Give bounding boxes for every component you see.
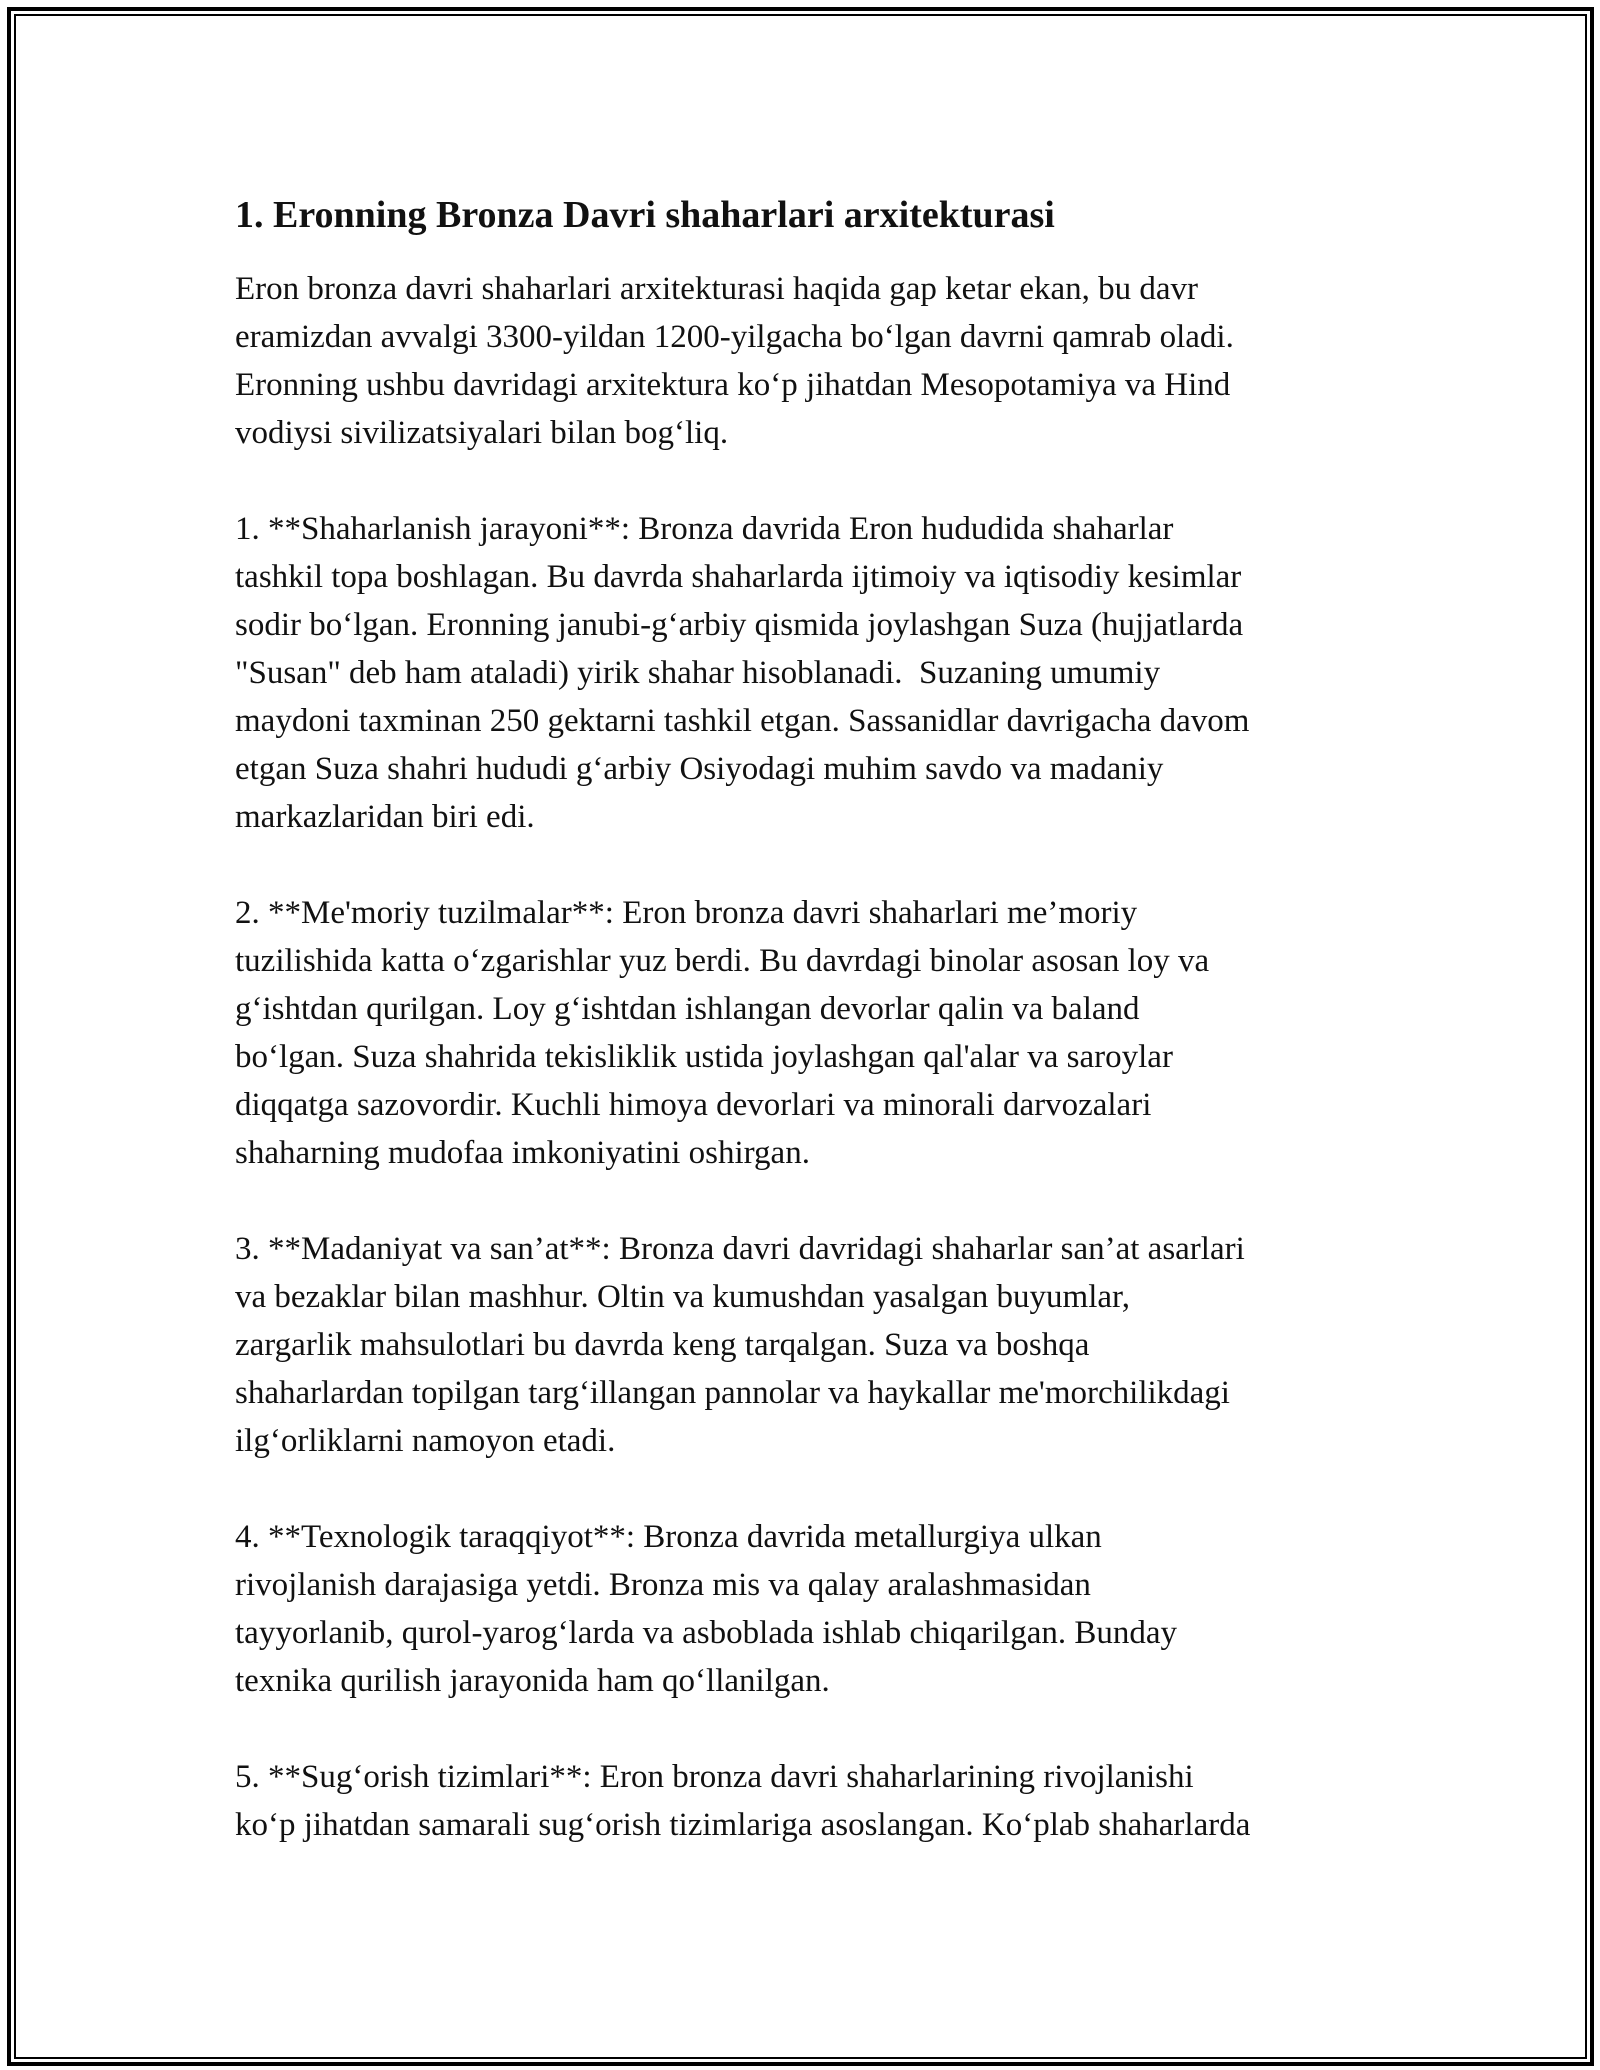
- paragraph-line: 2. **Me'moriy tuzilmalar**: Eron bronza davri shaharlari me’moriy: [235, 895, 1138, 931]
- paragraph-line: Eronning ushbu davridagi arxitektura ko‘p jihatdan Mesopotamiya va Hind: [235, 367, 1231, 403]
- document-body: [235, 185, 1395, 1897]
- section-irrigation: [235, 1753, 1395, 1849]
- section-architecture: [235, 889, 1395, 1177]
- paragraph-line: 3. **Madaniyat va san’at**: Bronza davri davridagi shaharlar san’at asarlari: [235, 1231, 1245, 1267]
- paragraph-line: shaharning mudofaa imkoniyatini oshirgan.: [235, 1135, 810, 1171]
- paragraph-line: zargarlik mahsulotlari bu davrda keng tarqalgan. Suza va boshqa: [235, 1327, 1090, 1363]
- paragraph-line: maydoni taxminan 250 gektarni tashkil etgan. Sassanidlar davrigacha davom: [235, 703, 1250, 739]
- intro-paragraph: [235, 265, 1395, 457]
- paragraph-line: vodiysi sivilizatsiyalari bilan bog‘liq.: [235, 415, 729, 451]
- paragraph-line: ilg‘orliklarni namoyon etadi.: [235, 1423, 616, 1459]
- document-title: 1. Eronning Bronza Davri shaharlari arxitekturasi: [235, 194, 1055, 236]
- paragraph-line: diqqatga sazovordir. Kuchli himoya devorlari va minorali darvozalari: [235, 1087, 1152, 1123]
- section-technology: [235, 1513, 1395, 1705]
- paragraph-line: Eron bronza davri shaharlari arxitekturasi haqida gap ketar ekan, bu davr: [235, 271, 1199, 307]
- paragraph-line: tayyorlanib, qurol-yarog‘larda va asboblada ishlab chiqarilgan. Bunday: [235, 1615, 1178, 1651]
- paragraph-line: tashkil topa boshlagan. Bu davrda shaharlarda ijtimoiy va iqtisodiy kesimlar: [235, 559, 1242, 595]
- paragraph-line: 1. **Shaharlanish jarayoni**: Bronza davrida Eron hududida shaharlar: [235, 511, 1174, 547]
- paragraph-line: g‘ishtdan qurilgan. Loy g‘ishtdan ishlangan devorlar qalin va baland: [235, 991, 1140, 1027]
- paragraph-line: va bezaklar bilan mashhur. Oltin va kumushdan yasalgan buyumlar,: [235, 1279, 1130, 1315]
- paragraph-line: shaharlardan topilgan targ‘illangan pannolar va haykallar me'morchilikdagi: [235, 1375, 1230, 1411]
- paragraph-line: texnika qurilish jarayonida ham qo‘llanilgan.: [235, 1663, 830, 1699]
- paragraph-line: rivojlanish darajasiga yetdi. Bronza mis va qalay aralashmasidan: [235, 1567, 1091, 1603]
- paragraph-line: markazlaridan biri edi.: [235, 799, 535, 835]
- section-culture-art: [235, 1225, 1395, 1465]
- paragraph-line: 4. **Texnologik taraqqiyot**: Bronza davrida metallurgiya ulkan: [235, 1519, 1102, 1555]
- section-urbanization: [235, 505, 1395, 841]
- paragraph-line: "Susan" deb ham ataladi) yirik shahar hisoblanadi. Suzaning umumiy: [235, 655, 1161, 691]
- paragraph-line: eramizdan avvalgi 3300-yildan 1200-yilgacha bo‘lgan davrni qamrab oladi.: [235, 319, 1234, 355]
- paragraph-line: bo‘lgan. Suza shahrida tekisliklik ustida joylashgan qal'alar va saroylar: [235, 1039, 1173, 1075]
- paragraph-line: etgan Suza shahri hududi g‘arbiy Osiyodagi muhim savdo va madaniy: [235, 751, 1164, 787]
- paragraph-line: ko‘p jihatdan samarali sug‘orish tizimlariga asoslangan. Ko‘plab shaharlarda: [235, 1807, 1251, 1843]
- paragraph-line: sodir bo‘lgan. Eronning janubi-g‘arbiy qismida joylashgan Suza (hujjatlarda: [235, 607, 1244, 643]
- paragraph-line: tuzilishida katta o‘zgarishlar yuz berdi. Bu davrdagi binolar asosan loy va: [235, 943, 1210, 979]
- paragraph-line: 5. **Sug‘orish tizimlari**: Eron bronza davri shaharlarining rivojlanishi: [235, 1759, 1194, 1795]
